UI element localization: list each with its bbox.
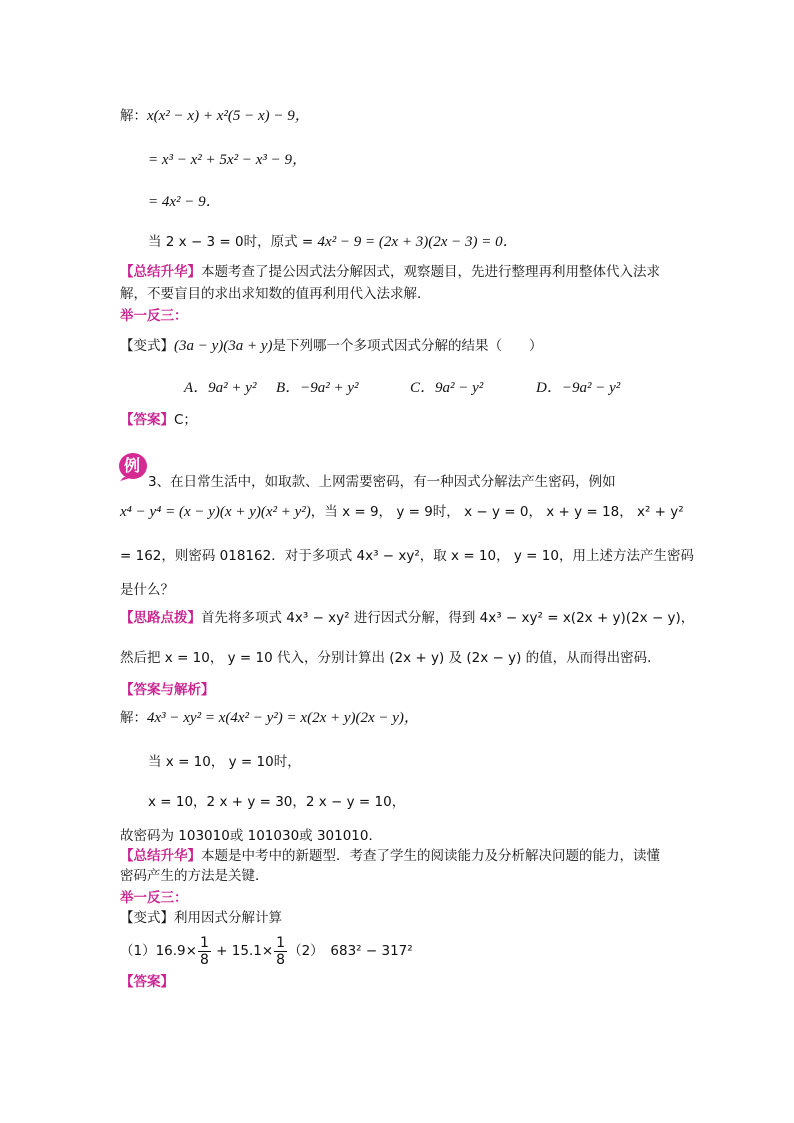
option-a: A．9a² + y²	[184, 380, 257, 396]
math-expression: (3a − y)(3a + y)	[174, 338, 273, 354]
answer-analysis-tag: 【答案与解析】	[120, 682, 215, 698]
item-2-text: （2） 683² − 317²	[288, 943, 413, 959]
hint-tag: 【思路点拨】	[120, 610, 201, 626]
question-text: 是下列哪一个多项式因式分解的结果（ ）	[272, 338, 543, 354]
summary-1-line-2: 解，不要盲目的求出求知数的值再利用代入法求解．	[120, 286, 431, 302]
solution-label: 解：	[120, 108, 147, 124]
solution2-line-4: 故密码为 103010或 101030或 301010．	[120, 828, 382, 844]
solution-label: 解：	[120, 710, 147, 726]
summary-tag: 【总结升华】	[120, 848, 201, 864]
example-badge-label: 例	[124, 456, 141, 475]
variant-label: 【变式】	[120, 338, 174, 354]
hint-line-2: 然后把 x = 10， y = 10 代入，分别计算出 (2x + y) 及 (2x − y) 的值，从而得出密码．	[120, 650, 661, 666]
variant-label: 【变式】	[120, 910, 174, 926]
solution2-line-3: x = 10，2 x + y = 30，2 x − y = 10，	[148, 794, 406, 810]
example-text: ，当 x = 9， y = 9时， x − y = 0， x + y = 18， x² + y²	[310, 504, 684, 520]
hint-line-1	[120, 608, 694, 628]
answer-2-tag: 【答案】	[120, 974, 174, 990]
option-c: C．9a² − y²	[410, 380, 484, 396]
practice-2-items	[120, 934, 413, 968]
math-expression: x(x² − x) + x²(5 − x) − 9，	[147, 108, 310, 124]
summary-text: 本题考查了提公因式法分解因式，观察题目，先进行整理再利用整体代入法求	[201, 264, 660, 280]
summary-tag: 【总结升华】	[120, 264, 201, 280]
fraction: $\frac{1}{8}$	[276, 934, 286, 968]
practice-2-heading: 举一反三：	[120, 890, 188, 906]
example-line-1: 3、在日常生活中，如取款、上网需要密码，有一种因式分解法产生密码，例如	[148, 474, 616, 490]
solution2-line-1	[120, 708, 419, 728]
answer-1	[120, 410, 197, 430]
item-1-text: （1）16.9×	[120, 943, 197, 959]
summary-2-line-1	[120, 846, 660, 866]
option-d: D．−9a² − y²	[536, 380, 621, 396]
solution-line-1	[120, 106, 310, 126]
solution-line-2: = x³ − x² + 5x² − x³ − 9，	[148, 152, 307, 168]
summary-2-line-2: 密码产生的方法是关键．	[120, 868, 269, 884]
practice-heading: 举一反三：	[120, 308, 188, 324]
example-line-2	[120, 502, 684, 522]
summary-1-line-1	[120, 262, 660, 282]
condition-text: 当 2 x − 3 = 0时，原式 =	[148, 234, 318, 250]
answer-text: C；	[174, 412, 197, 428]
answer-tag: 【答案】	[120, 412, 174, 428]
practice-2-title	[120, 908, 282, 928]
math-expression: x⁴ − y⁴ = (x − y)(x + y)(x² + y²)	[120, 504, 311, 520]
example-line-3: = 162，则密码 018162．对于多项式 4x³ − xy²，取 x = 10， y = 10，用上述方法产生密码	[120, 548, 694, 564]
example-line-4: 是什么？	[120, 582, 174, 598]
math-expression: 4x³ − xy² = x(4x² − y²) = x(2x + y)(2x − y)，	[147, 710, 419, 726]
solution2-line-2: 当 x = 10， y = 10时，	[148, 754, 301, 770]
hint-text: 首先将多项式 4x³ − xy² 进行因式分解，得到 4x³ − xy² = x(2x + y)(2x − y)，	[201, 610, 695, 626]
fraction: $\frac{1}{8}$	[199, 934, 209, 968]
practice-question	[120, 336, 543, 356]
option-b: B．−9a² + y²	[276, 380, 359, 396]
summary-text: 本题是中考中的新题型．考查了学生的阅读能力及分析解决问题的能力，读懂	[201, 848, 660, 864]
variant-title: 利用因式分解计算	[174, 910, 282, 926]
item-1-text: + 15.1×	[211, 943, 274, 959]
math-expression: 4x² − 9 = (2x + 3)(2x − 3) = 0．	[317, 234, 518, 250]
solution-line-4	[148, 232, 518, 252]
solution-line-3: = 4x² − 9．	[148, 194, 221, 210]
